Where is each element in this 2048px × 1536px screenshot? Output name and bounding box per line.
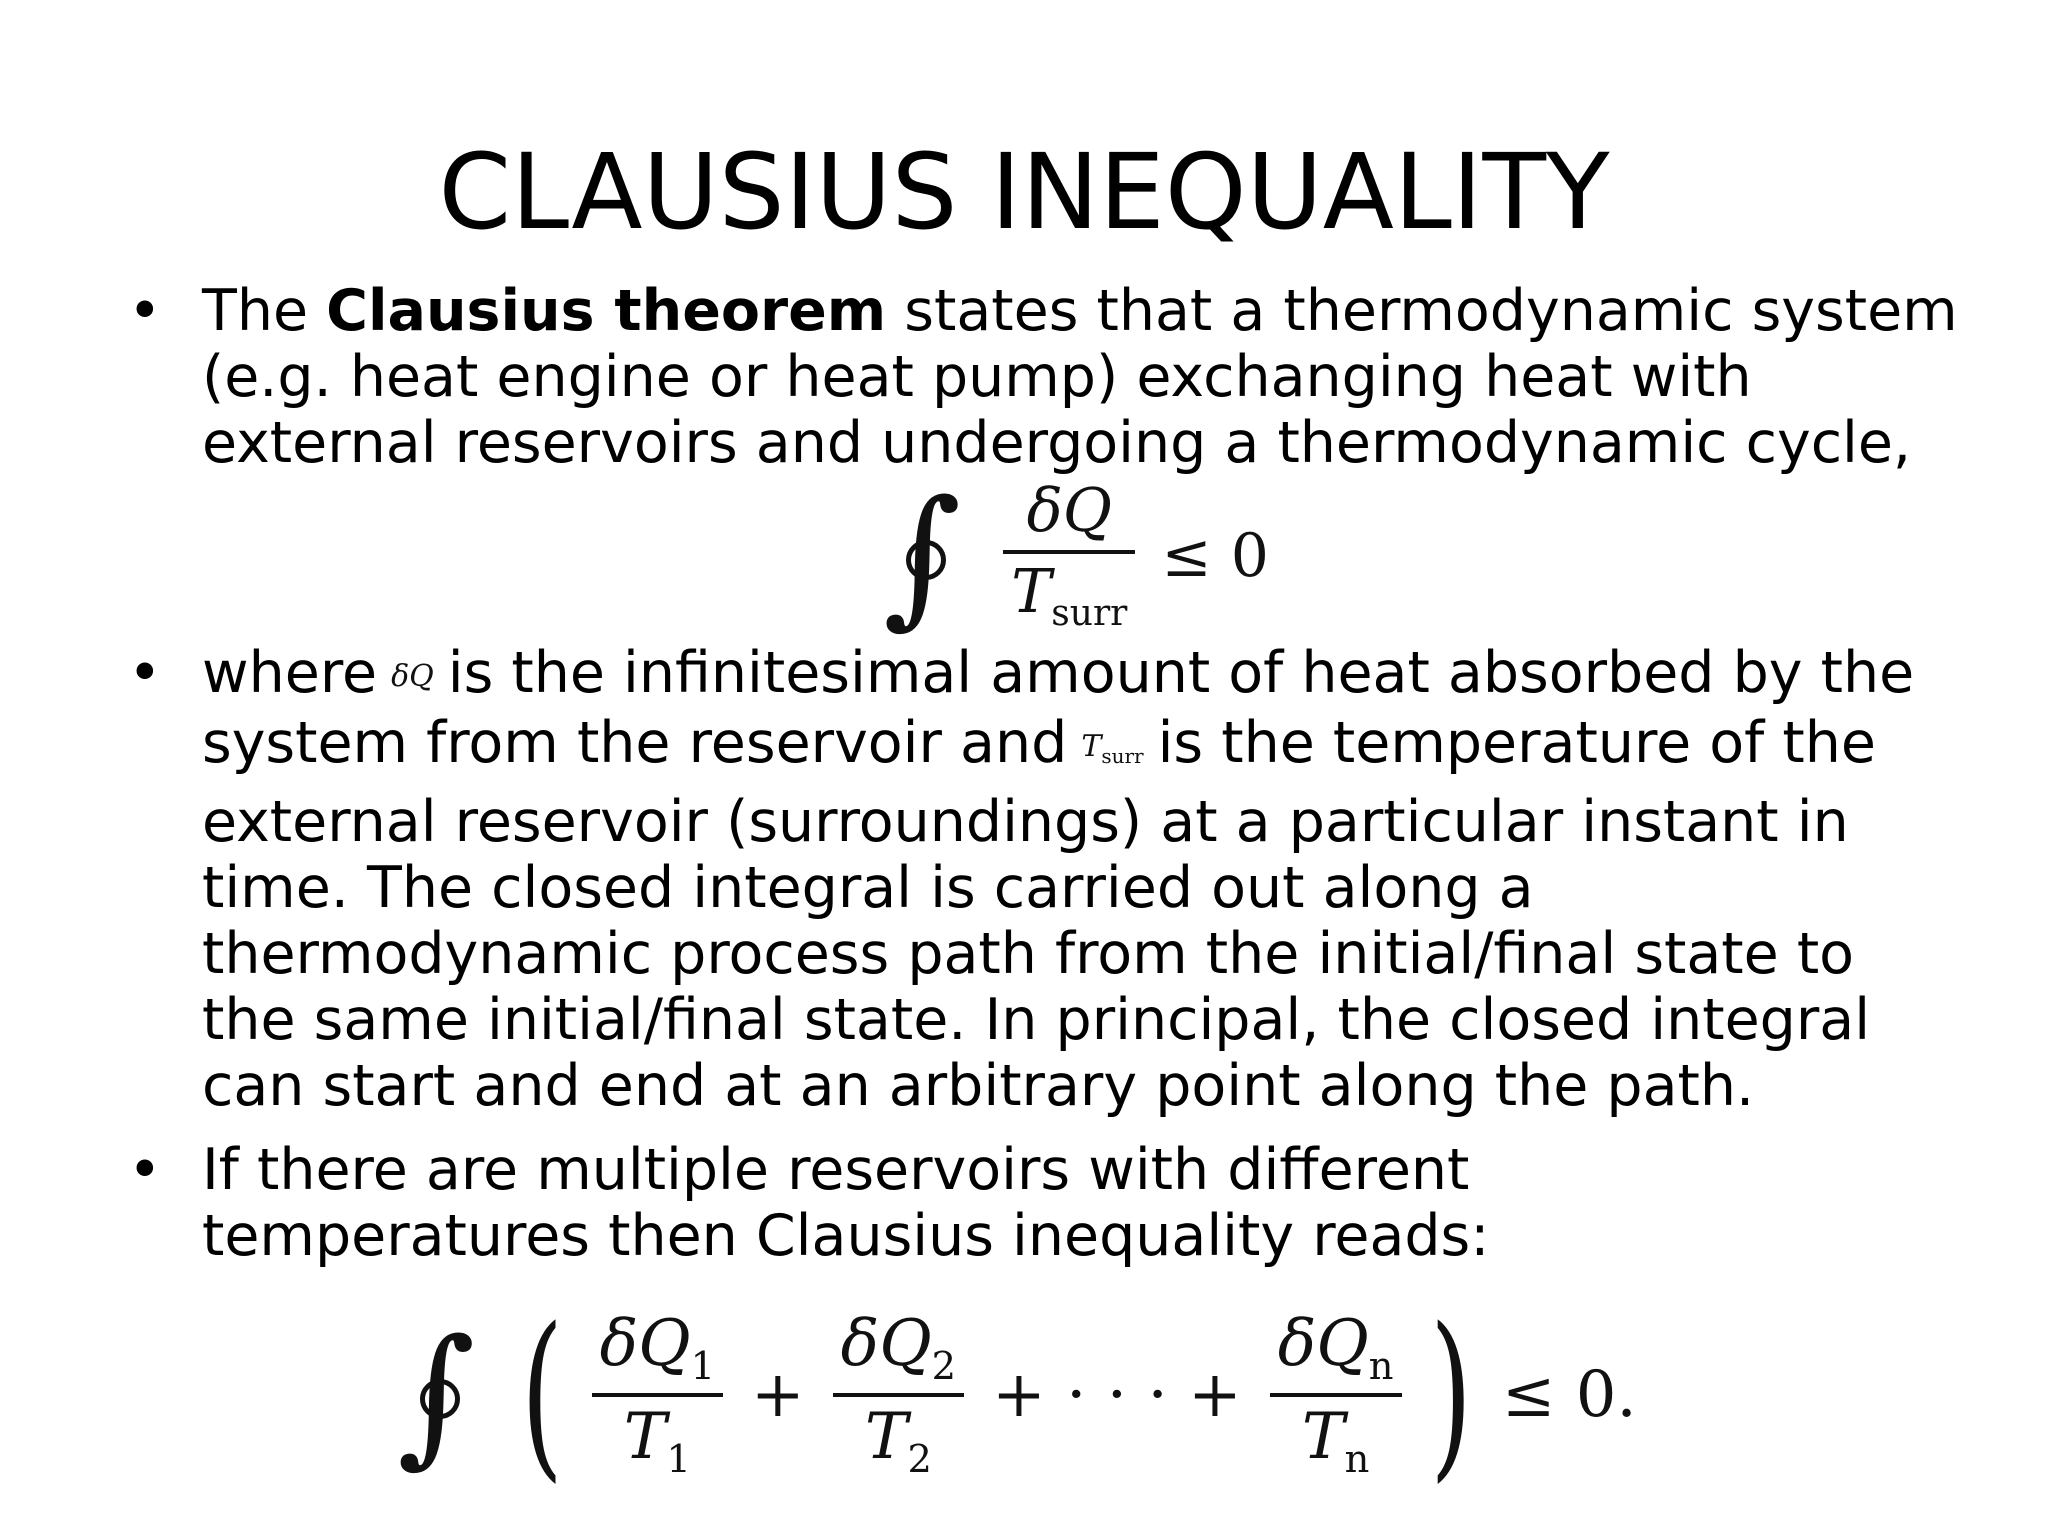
bullet-marker: • bbox=[128, 640, 162, 706]
term1-num-base: δQ bbox=[599, 1307, 691, 1382]
integral-circle bbox=[906, 540, 946, 580]
termn-num-base: δQ bbox=[1277, 1307, 1369, 1382]
inline-math-tsurr-base: T bbox=[1081, 729, 1102, 764]
fraction-bar bbox=[1003, 550, 1135, 554]
denominator-base: T bbox=[1011, 557, 1052, 628]
bullet2-post: is the temperature of the external reservoir (surroundings) at a particular instant in time. The closed integral is carried out along a thermodynamic process path from the initial/final state to the same initial/final state. In principal, the closed integral can start and end at an arbitrary point along the path. bbox=[202, 710, 1876, 1119]
equation1-relation: ≤ 0 bbox=[1161, 521, 1269, 591]
inline-math-dq: δQ bbox=[391, 659, 434, 694]
bullet-marker: • bbox=[128, 278, 162, 344]
denominator-subscript: surr bbox=[1051, 593, 1128, 635]
term2-den-base: T bbox=[864, 1400, 908, 1474]
bullet-item-clausius-theorem bbox=[128, 278, 2002, 476]
term2-numerator bbox=[833, 1308, 964, 1389]
term2-num-base: δQ bbox=[840, 1307, 932, 1382]
left-parenthesis: ( bbox=[521, 1290, 564, 1499]
fraction-term-1 bbox=[592, 1308, 723, 1482]
fraction-bar bbox=[833, 1393, 964, 1397]
bullet2-mid: is the infinitesimal amount of heat absorbed by the system from the reservoir and bbox=[202, 640, 1915, 776]
fraction-numerator: δQ bbox=[1026, 476, 1112, 547]
term1-denominator bbox=[616, 1401, 699, 1482]
closed-integral-symbol: ∫ bbox=[397, 1308, 476, 1482]
bullet2-pre: where bbox=[202, 640, 378, 706]
right-parenthesis: ) bbox=[1429, 1290, 1472, 1499]
bullet-list bbox=[128, 278, 1968, 1269]
plus-operator: + bbox=[751, 1358, 805, 1432]
term2-denominator bbox=[857, 1401, 940, 1482]
inline-math-tsurr-sub: surr bbox=[1101, 744, 1144, 768]
integral-circle bbox=[420, 1379, 460, 1419]
bullet1-pre: The bbox=[202, 278, 327, 344]
inline-math-tsurr bbox=[1081, 729, 1144, 768]
term1-den-sub: 1 bbox=[666, 1436, 691, 1482]
bullet-item-multiple-reservoirs bbox=[128, 1137, 1572, 1269]
bullet-item-definitions bbox=[128, 640, 1942, 1119]
equation2-relation: ≤ 0. bbox=[1501, 1358, 1637, 1432]
fraction-denominator bbox=[1003, 558, 1135, 634]
fraction-term-2 bbox=[833, 1308, 964, 1482]
fraction-bar bbox=[592, 1393, 723, 1397]
bullet1-post: states that a thermodynamic system (e.g. heat engine or heat pump) exchanging heat with external reservoirs and undergoing a thermodynamic cycle, bbox=[202, 278, 1958, 476]
termn-numerator bbox=[1270, 1308, 1402, 1389]
termn-den-sub: n bbox=[1344, 1436, 1370, 1482]
term1-num-sub: 1 bbox=[690, 1343, 716, 1389]
closed-integral-symbol: ∫ bbox=[883, 469, 962, 643]
term1-numerator bbox=[592, 1308, 723, 1389]
termn-den-base: T bbox=[1301, 1400, 1345, 1474]
fraction-dq-over-tsurr bbox=[1003, 477, 1135, 634]
equation-clausius-single bbox=[128, 469, 1968, 643]
fraction-term-n bbox=[1270, 1308, 1402, 1482]
ellipsis-operator: + · · · + bbox=[992, 1358, 1242, 1432]
bullet3-text: If there are multiple reservoirs with different temperatures then Clausius inequality reads: bbox=[202, 1137, 1490, 1269]
term2-den-sub: 2 bbox=[907, 1436, 932, 1482]
termn-denominator bbox=[1294, 1401, 1377, 1482]
term1-den-base: T bbox=[623, 1400, 667, 1474]
term2-num-sub: 2 bbox=[931, 1343, 957, 1389]
slide-title: CLAUSIUS INEQUALITY bbox=[438, 131, 1610, 253]
fraction-bar bbox=[1270, 1393, 1402, 1397]
bullet-marker: • bbox=[128, 1137, 162, 1203]
equation-clausius-multiple bbox=[0, 1290, 2048, 1499]
bullet1-bold-term: Clausius theorem bbox=[326, 278, 887, 344]
termn-num-sub: n bbox=[1368, 1343, 1394, 1389]
